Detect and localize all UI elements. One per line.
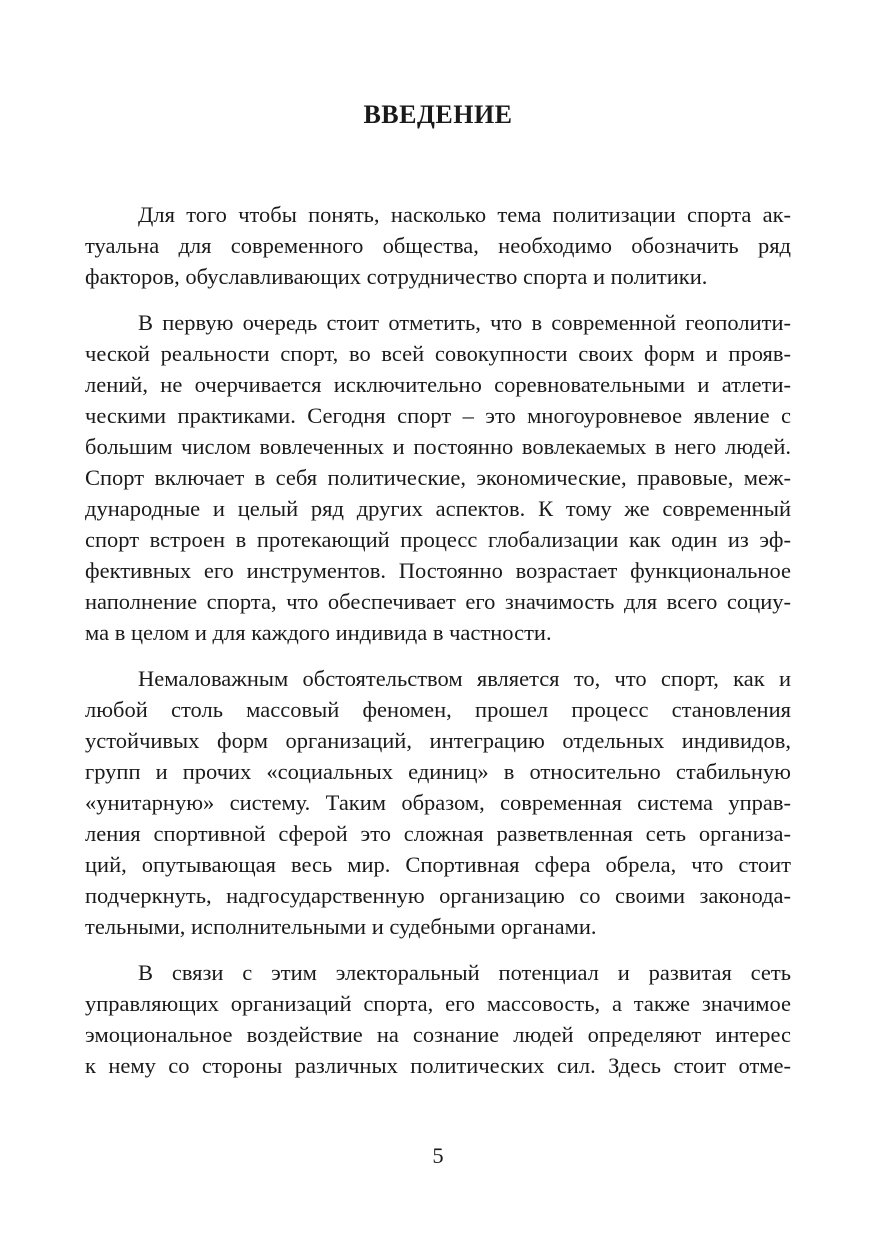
text-line: ления спортивной сферой это сложная разветвленная сеть организа- — [85, 821, 791, 846]
text-line: спорт встроен в протекающий процесс глобализации как один из эф- — [85, 527, 791, 552]
text-line: Немаловажным обстоятельством является то, что спорт, как и — [138, 666, 791, 691]
paragraph-3 — [85, 663, 791, 942]
text-line: подчеркнуть, надгосударственную организацию со своими законода- — [85, 883, 791, 908]
text-line: тельными, исполнительными и судебными органами. — [85, 914, 597, 939]
text-line: управляющих организаций спорта, его массовость, а также значимое — [85, 991, 791, 1016]
text-line: Спорт включает в себя политические, экономические, правовые, меж- — [85, 465, 791, 490]
page-number: 5 — [432, 1143, 444, 1168]
text-line: устойчивых форм организаций, интеграцию отдельных индивидов, — [85, 728, 791, 753]
text-line: Для того чтобы понять, насколько тема политизации спорта ак- — [138, 202, 791, 227]
text-line: «унитарную» систему. Таким образом, современная система управ- — [85, 790, 791, 815]
text-line: лений, не очерчивается исключительно соревновательными и атлети- — [85, 372, 791, 397]
text-line: дународные и целый ряд других аспектов. К тому же современный — [85, 496, 791, 521]
text-line: фективных его инструментов. Постоянно возрастает функциональное — [85, 558, 791, 583]
text-line: групп и прочих «социальных единиц» в относительно стабильную — [85, 759, 791, 784]
page-title: ВВЕДЕНИЕ — [363, 100, 513, 129]
text-line: В первую очередь стоит отметить, что в современной геополити- — [138, 310, 791, 335]
paragraph-2 — [85, 307, 791, 648]
text-body — [85, 199, 791, 1096]
text-line: ческой реальности спорт, во всей совокупности своих форм и прояв- — [85, 341, 791, 366]
text-line: ций, опутывающая весь мир. Спортивная сфера обрела, что стоит — [85, 852, 791, 877]
text-line: наполнение спорта, что обеспечивает его значимость для всего социу- — [85, 589, 791, 614]
text-line: любой столь массовый феномен, прошел процесс становления — [85, 697, 791, 722]
text-line: ческими практиками. Сегодня спорт – это многоуровневое явление с — [85, 403, 791, 428]
text-line: ма в целом и для каждого индивида в частности. — [85, 620, 552, 645]
text-line: факторов, обуславливающих сотрудничество спорта и политики. — [85, 264, 708, 289]
text-line: к нему со стороны различных политических сил. Здесь стоит отме- — [85, 1053, 791, 1078]
text-line: большим числом вовлеченных и постоянно вовлекаемых в него людей. — [85, 434, 791, 459]
text-line: эмоциональное воздействие на сознание людей определяют интерес — [85, 1022, 791, 1047]
paragraph-1 — [85, 199, 791, 292]
paragraph-4 — [85, 957, 791, 1081]
text-line: туальна для современного общества, необходимо обозначить ряд — [85, 233, 791, 258]
text-line: В связи с этим электоральный потенциал и развитая сеть — [138, 960, 791, 985]
